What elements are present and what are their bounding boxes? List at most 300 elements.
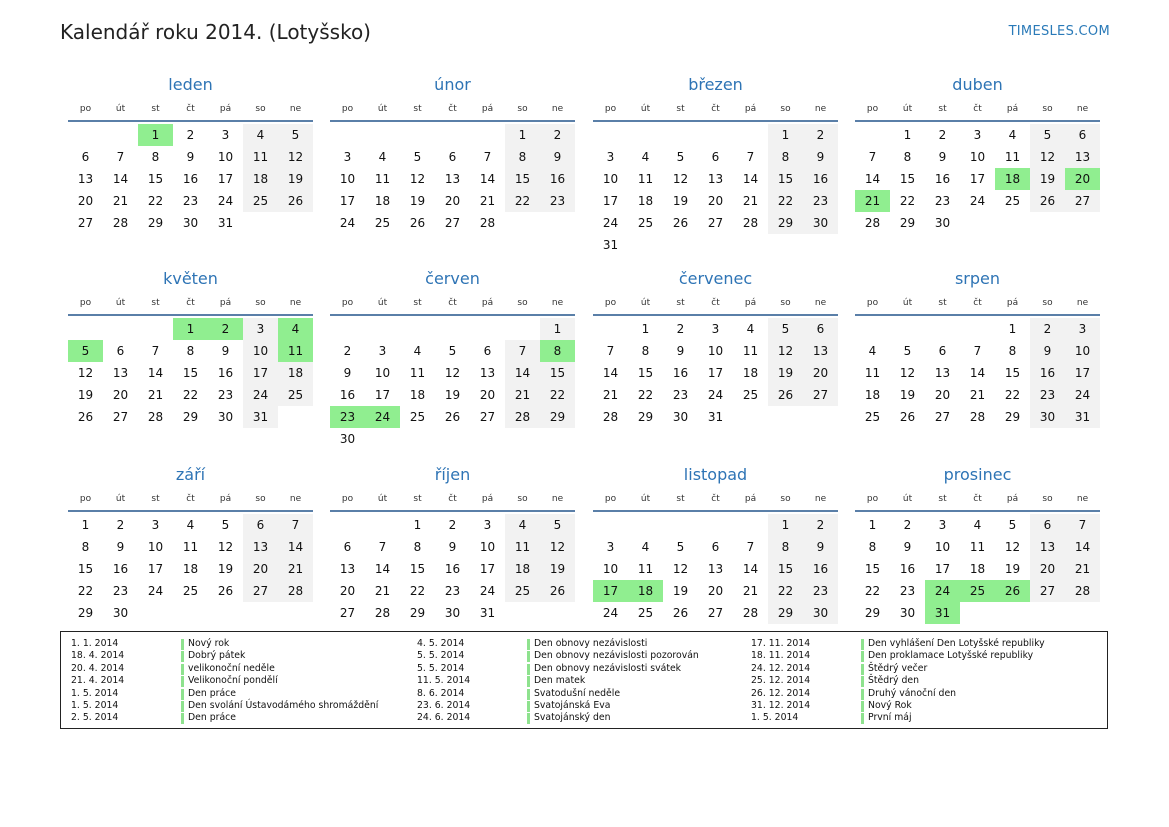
day-cell[interactable]: 31 xyxy=(479,606,496,620)
day-cell[interactable]: 26 xyxy=(444,410,461,424)
day-cell[interactable]: 7 xyxy=(868,150,877,164)
day-cell[interactable]: 26 xyxy=(409,216,426,230)
day-cell[interactable]: 26 xyxy=(1030,190,1065,212)
day-cell[interactable]: 15 xyxy=(768,558,803,580)
day-cell[interactable]: 8 xyxy=(903,150,912,164)
day-cell[interactable]: 24 xyxy=(969,194,986,208)
day-cell[interactable]: 19 xyxy=(217,562,234,576)
day-cell[interactable]: 7 xyxy=(151,344,160,358)
day-cell[interactable]: 6 xyxy=(711,150,720,164)
day-cell[interactable]: 29 xyxy=(637,410,654,424)
day-cell[interactable]: 3 xyxy=(711,322,720,336)
day-cell[interactable]: 17 xyxy=(707,366,724,380)
day-cell[interactable]: 20 xyxy=(339,584,356,598)
day-cell[interactable]: 13 xyxy=(803,340,838,362)
day-cell[interactable]: 25 xyxy=(742,388,759,402)
day-cell[interactable]: 20 xyxy=(112,388,129,402)
day-cell[interactable]: 2 xyxy=(343,344,352,358)
day-cell[interactable]: 9 xyxy=(116,540,125,554)
day-cell[interactable]: 17 xyxy=(969,172,986,186)
day-cell[interactable]: 9 xyxy=(186,150,195,164)
day-cell[interactable]: 25 xyxy=(637,606,654,620)
day-cell[interactable]: 21 xyxy=(742,584,759,598)
day-cell[interactable]: 14 xyxy=(112,172,129,186)
day-cell[interactable]: 29 xyxy=(1004,410,1021,424)
day-cell[interactable]: 1 xyxy=(138,124,173,146)
day-cell[interactable]: 20 xyxy=(1030,558,1065,580)
day-cell[interactable]: 3 xyxy=(221,128,230,142)
day-cell[interactable]: 24 xyxy=(243,384,278,406)
day-cell[interactable]: 18 xyxy=(278,362,313,384)
day-cell[interactable]: 21 xyxy=(742,194,759,208)
day-cell[interactable]: 4 xyxy=(413,344,422,358)
day-cell[interactable]: 8 xyxy=(540,340,575,362)
day-cell[interactable]: 30 xyxy=(1030,406,1065,428)
day-cell[interactable]: 29 xyxy=(768,212,803,234)
day-cell[interactable]: 26 xyxy=(217,584,234,598)
day-cell[interactable]: 13 xyxy=(479,366,496,380)
day-cell[interactable]: 4 xyxy=(243,124,278,146)
day-cell[interactable]: 28 xyxy=(147,410,164,424)
day-cell[interactable]: 10 xyxy=(217,150,234,164)
day-cell[interactable]: 17 xyxy=(339,194,356,208)
day-cell[interactable]: 14 xyxy=(278,536,313,558)
day-cell[interactable]: 17 xyxy=(602,194,619,208)
day-cell[interactable]: 22 xyxy=(77,584,94,598)
day-cell[interactable]: 16 xyxy=(1030,362,1065,384)
day-cell[interactable]: 20 xyxy=(479,388,496,402)
day-cell[interactable]: 13 xyxy=(243,536,278,558)
day-cell[interactable]: 12 xyxy=(540,536,575,558)
day-cell[interactable]: 19 xyxy=(1030,168,1065,190)
day-cell[interactable]: 1 xyxy=(1008,322,1017,336)
day-cell[interactable]: 5 xyxy=(768,318,803,340)
day-cell[interactable]: 10 xyxy=(243,340,278,362)
day-cell[interactable]: 9 xyxy=(938,150,947,164)
day-cell[interactable]: 16 xyxy=(444,562,461,576)
day-cell[interactable]: 3 xyxy=(973,128,982,142)
day-cell[interactable]: 16 xyxy=(540,168,575,190)
day-cell[interactable]: 10 xyxy=(934,540,951,554)
day-cell[interactable]: 19 xyxy=(672,584,689,598)
brand-link[interactable]: TIMESLES.COM xyxy=(1008,24,1110,39)
day-cell[interactable]: 12 xyxy=(1004,540,1021,554)
day-cell[interactable]: 19 xyxy=(444,388,461,402)
day-cell[interactable]: 21 xyxy=(479,194,496,208)
day-cell[interactable]: 6 xyxy=(803,318,838,340)
day-cell[interactable]: 26 xyxy=(540,580,575,602)
day-cell[interactable]: 10 xyxy=(479,540,496,554)
day-cell[interactable]: 22 xyxy=(899,194,916,208)
day-cell[interactable]: 8 xyxy=(868,540,877,554)
day-cell[interactable]: 6 xyxy=(938,344,947,358)
day-cell[interactable]: 24 xyxy=(707,388,724,402)
day-cell[interactable]: 3 xyxy=(938,518,947,532)
day-cell[interactable]: 23 xyxy=(540,190,575,212)
day-cell[interactable]: 15 xyxy=(505,168,540,190)
day-cell[interactable]: 18 xyxy=(409,388,426,402)
day-cell[interactable]: 29 xyxy=(864,606,881,620)
day-cell[interactable]: 28 xyxy=(969,410,986,424)
day-cell[interactable]: 23 xyxy=(672,388,689,402)
day-cell[interactable]: 21 xyxy=(112,194,129,208)
day-cell[interactable]: 28 xyxy=(602,410,619,424)
day-cell[interactable]: 8 xyxy=(768,536,803,558)
day-cell[interactable]: 5 xyxy=(676,150,685,164)
day-cell[interactable]: 24 xyxy=(339,216,356,230)
day-cell[interactable]: 28 xyxy=(864,216,881,230)
day-cell[interactable]: 28 xyxy=(112,216,129,230)
day-cell[interactable]: 22 xyxy=(505,190,540,212)
day-cell[interactable]: 9 xyxy=(903,540,912,554)
day-cell[interactable]: 23 xyxy=(899,584,916,598)
day-cell[interactable]: 25 xyxy=(960,580,995,602)
day-cell[interactable]: 18 xyxy=(742,366,759,380)
day-cell[interactable]: 9 xyxy=(803,536,838,558)
day-cell[interactable]: 17 xyxy=(374,388,391,402)
day-cell[interactable]: 24 xyxy=(365,406,400,428)
day-cell[interactable]: 8 xyxy=(768,146,803,168)
day-cell[interactable]: 29 xyxy=(540,406,575,428)
day-cell[interactable]: 20 xyxy=(243,558,278,580)
day-cell[interactable]: 30 xyxy=(444,606,461,620)
day-cell[interactable]: 31 xyxy=(925,602,960,624)
day-cell[interactable]: 3 xyxy=(483,518,492,532)
day-cell[interactable]: 7 xyxy=(378,540,387,554)
day-cell[interactable]: 15 xyxy=(637,366,654,380)
day-cell[interactable]: 20 xyxy=(803,362,838,384)
day-cell[interactable]: 3 xyxy=(343,150,352,164)
day-cell[interactable]: 22 xyxy=(768,580,803,602)
day-cell[interactable]: 24 xyxy=(217,194,234,208)
day-cell[interactable]: 13 xyxy=(112,366,129,380)
day-cell[interactable]: 12 xyxy=(217,540,234,554)
day-cell[interactable]: 28 xyxy=(742,216,759,230)
day-cell[interactable]: 22 xyxy=(409,584,426,598)
day-cell[interactable]: 28 xyxy=(479,216,496,230)
day-cell[interactable]: 21 xyxy=(1065,558,1100,580)
day-cell[interactable]: 27 xyxy=(1030,580,1065,602)
day-cell[interactable]: 3 xyxy=(606,150,615,164)
day-cell[interactable]: 10 xyxy=(147,540,164,554)
day-cell[interactable]: 16 xyxy=(899,562,916,576)
day-cell[interactable]: 16 xyxy=(934,172,951,186)
day-cell[interactable]: 30 xyxy=(672,410,689,424)
day-cell[interactable]: 11 xyxy=(969,540,986,554)
day-cell[interactable]: 8 xyxy=(151,150,160,164)
day-cell[interactable]: 1 xyxy=(768,124,803,146)
day-cell[interactable]: 14 xyxy=(864,172,881,186)
day-cell[interactable]: 18 xyxy=(864,388,881,402)
day-cell[interactable]: 21 xyxy=(278,558,313,580)
day-cell[interactable]: 2 xyxy=(186,128,195,142)
day-cell[interactable]: 25 xyxy=(864,410,881,424)
day-cell[interactable]: 14 xyxy=(505,362,540,384)
day-cell[interactable]: 23 xyxy=(803,580,838,602)
day-cell[interactable]: 18 xyxy=(637,194,654,208)
day-cell[interactable]: 23 xyxy=(182,194,199,208)
day-cell[interactable]: 30 xyxy=(182,216,199,230)
day-cell[interactable]: 15 xyxy=(864,562,881,576)
day-cell[interactable]: 12 xyxy=(1030,146,1065,168)
day-cell[interactable]: 2 xyxy=(448,518,457,532)
day-cell[interactable]: 23 xyxy=(803,190,838,212)
day-cell[interactable]: 8 xyxy=(413,540,422,554)
day-cell[interactable]: 25 xyxy=(1004,194,1021,208)
day-cell[interactable]: 29 xyxy=(768,602,803,624)
day-cell[interactable]: 10 xyxy=(374,366,391,380)
day-cell[interactable]: 22 xyxy=(540,384,575,406)
day-cell[interactable]: 9 xyxy=(803,146,838,168)
day-cell[interactable]: 8 xyxy=(81,540,90,554)
day-cell[interactable]: 11 xyxy=(505,536,540,558)
day-cell[interactable]: 23 xyxy=(1030,384,1065,406)
day-cell[interactable]: 26 xyxy=(672,606,689,620)
day-cell[interactable]: 7 xyxy=(973,344,982,358)
day-cell[interactable]: 15 xyxy=(540,362,575,384)
day-cell[interactable]: 4 xyxy=(378,150,387,164)
day-cell[interactable]: 13 xyxy=(934,366,951,380)
day-cell[interactable]: 12 xyxy=(444,366,461,380)
day-cell[interactable]: 10 xyxy=(1065,340,1100,362)
day-cell[interactable]: 7 xyxy=(746,540,755,554)
day-cell[interactable]: 8 xyxy=(186,344,195,358)
day-cell[interactable]: 26 xyxy=(77,410,94,424)
day-cell[interactable]: 9 xyxy=(221,344,230,358)
day-cell[interactable]: 4 xyxy=(278,318,313,340)
day-cell[interactable]: 12 xyxy=(77,366,94,380)
day-cell[interactable]: 25 xyxy=(182,584,199,598)
day-cell[interactable]: 11 xyxy=(409,366,426,380)
day-cell[interactable]: 22 xyxy=(768,190,803,212)
day-cell[interactable]: 7 xyxy=(116,150,125,164)
day-cell[interactable]: 5 xyxy=(221,518,230,532)
day-cell[interactable]: 15 xyxy=(77,562,94,576)
day-cell[interactable]: 26 xyxy=(768,384,803,406)
day-cell[interactable]: 20 xyxy=(707,584,724,598)
day-cell[interactable]: 10 xyxy=(707,344,724,358)
day-cell[interactable]: 10 xyxy=(969,150,986,164)
day-cell[interactable]: 29 xyxy=(409,606,426,620)
day-cell[interactable]: 9 xyxy=(343,366,352,380)
day-cell[interactable]: 20 xyxy=(1065,168,1100,190)
day-cell[interactable]: 24 xyxy=(479,584,496,598)
day-cell[interactable]: 7 xyxy=(505,340,540,362)
day-cell[interactable]: 31 xyxy=(602,238,619,252)
day-cell[interactable]: 31 xyxy=(217,216,234,230)
day-cell[interactable]: 27 xyxy=(339,606,356,620)
day-cell[interactable]: 25 xyxy=(278,384,313,406)
day-cell[interactable]: 19 xyxy=(672,194,689,208)
day-cell[interactable]: 20 xyxy=(77,194,94,208)
day-cell[interactable]: 12 xyxy=(768,340,803,362)
day-cell[interactable]: 10 xyxy=(602,172,619,186)
day-cell[interactable]: 22 xyxy=(1004,388,1021,402)
day-cell[interactable]: 18 xyxy=(182,562,199,576)
day-cell[interactable]: 6 xyxy=(343,540,352,554)
day-cell[interactable]: 9 xyxy=(1030,340,1065,362)
day-cell[interactable]: 23 xyxy=(112,584,129,598)
day-cell[interactable]: 5 xyxy=(278,124,313,146)
day-cell[interactable]: 30 xyxy=(339,432,356,446)
day-cell[interactable]: 9 xyxy=(676,344,685,358)
day-cell[interactable]: 15 xyxy=(409,562,426,576)
day-cell[interactable]: 14 xyxy=(479,172,496,186)
day-cell[interactable]: 1 xyxy=(903,128,912,142)
day-cell[interactable]: 11 xyxy=(1004,150,1021,164)
day-cell[interactable]: 5 xyxy=(1030,124,1065,146)
day-cell[interactable]: 13 xyxy=(707,172,724,186)
day-cell[interactable]: 2 xyxy=(803,124,838,146)
day-cell[interactable]: 2 xyxy=(540,124,575,146)
day-cell[interactable]: 4 xyxy=(973,518,982,532)
day-cell[interactable]: 5 xyxy=(68,340,103,362)
day-cell[interactable]: 30 xyxy=(899,606,916,620)
day-cell[interactable]: 23 xyxy=(330,406,365,428)
day-cell[interactable]: 1 xyxy=(505,124,540,146)
day-cell[interactable]: 14 xyxy=(602,366,619,380)
day-cell[interactable]: 2 xyxy=(903,518,912,532)
day-cell[interactable]: 3 xyxy=(243,318,278,340)
day-cell[interactable]: 3 xyxy=(606,540,615,554)
day-cell[interactable]: 1 xyxy=(81,518,90,532)
day-cell[interactable]: 7 xyxy=(746,150,755,164)
day-cell[interactable]: 11 xyxy=(864,366,881,380)
day-cell[interactable]: 27 xyxy=(707,606,724,620)
day-cell[interactable]: 6 xyxy=(81,150,90,164)
day-cell[interactable]: 21 xyxy=(855,190,890,212)
day-cell[interactable]: 1 xyxy=(768,514,803,536)
day-cell[interactable]: 3 xyxy=(151,518,160,532)
day-cell[interactable]: 6 xyxy=(116,344,125,358)
day-cell[interactable]: 16 xyxy=(112,562,129,576)
day-cell[interactable]: 16 xyxy=(182,172,199,186)
day-cell[interactable]: 29 xyxy=(182,410,199,424)
day-cell[interactable]: 4 xyxy=(505,514,540,536)
day-cell[interactable]: 6 xyxy=(448,150,457,164)
day-cell[interactable]: 19 xyxy=(278,168,313,190)
day-cell[interactable]: 21 xyxy=(505,384,540,406)
day-cell[interactable]: 31 xyxy=(1065,406,1100,428)
day-cell[interactable]: 14 xyxy=(1065,536,1100,558)
day-cell[interactable]: 20 xyxy=(444,194,461,208)
day-cell[interactable]: 21 xyxy=(374,584,391,598)
day-cell[interactable]: 18 xyxy=(628,580,663,602)
day-cell[interactable]: 30 xyxy=(803,212,838,234)
day-cell[interactable]: 28 xyxy=(278,580,313,602)
day-cell[interactable]: 8 xyxy=(1008,344,1017,358)
day-cell[interactable]: 12 xyxy=(672,172,689,186)
day-cell[interactable]: 6 xyxy=(243,514,278,536)
day-cell[interactable]: 5 xyxy=(1008,518,1017,532)
day-cell[interactable]: 17 xyxy=(147,562,164,576)
day-cell[interactable]: 15 xyxy=(899,172,916,186)
day-cell[interactable]: 13 xyxy=(444,172,461,186)
day-cell[interactable]: 13 xyxy=(707,562,724,576)
day-cell[interactable]: 2 xyxy=(676,322,685,336)
day-cell[interactable]: 19 xyxy=(409,194,426,208)
day-cell[interactable]: 31 xyxy=(707,410,724,424)
day-cell[interactable]: 11 xyxy=(374,172,391,186)
day-cell[interactable]: 14 xyxy=(969,366,986,380)
day-cell[interactable]: 3 xyxy=(1065,318,1100,340)
day-cell[interactable]: 24 xyxy=(1065,384,1100,406)
day-cell[interactable]: 27 xyxy=(479,410,496,424)
day-cell[interactable]: 12 xyxy=(899,366,916,380)
day-cell[interactable]: 2 xyxy=(1030,318,1065,340)
day-cell[interactable]: 1 xyxy=(641,322,650,336)
day-cell[interactable]: 18 xyxy=(505,558,540,580)
day-cell[interactable]: 18 xyxy=(995,168,1030,190)
day-cell[interactable]: 26 xyxy=(672,216,689,230)
day-cell[interactable]: 20 xyxy=(934,388,951,402)
day-cell[interactable]: 7 xyxy=(1065,514,1100,536)
day-cell[interactable]: 4 xyxy=(186,518,195,532)
day-cell[interactable]: 25 xyxy=(374,216,391,230)
day-cell[interactable]: 27 xyxy=(934,410,951,424)
day-cell[interactable]: 18 xyxy=(969,562,986,576)
day-cell[interactable]: 13 xyxy=(1065,146,1100,168)
day-cell[interactable]: 7 xyxy=(278,514,313,536)
day-cell[interactable]: 11 xyxy=(742,344,759,358)
day-cell[interactable]: 31 xyxy=(243,406,278,428)
day-cell[interactable]: 17 xyxy=(593,580,628,602)
day-cell[interactable]: 30 xyxy=(934,216,951,230)
day-cell[interactable]: 30 xyxy=(217,410,234,424)
day-cell[interactable]: 23 xyxy=(444,584,461,598)
day-cell[interactable]: 14 xyxy=(374,562,391,576)
day-cell[interactable]: 11 xyxy=(637,172,654,186)
day-cell[interactable]: 28 xyxy=(374,606,391,620)
day-cell[interactable]: 24 xyxy=(602,216,619,230)
day-cell[interactable]: 25 xyxy=(409,410,426,424)
day-cell[interactable]: 2 xyxy=(938,128,947,142)
day-cell[interactable]: 17 xyxy=(934,562,951,576)
day-cell[interactable]: 4 xyxy=(1008,128,1017,142)
day-cell[interactable]: 28 xyxy=(1065,580,1100,602)
day-cell[interactable]: 12 xyxy=(278,146,313,168)
day-cell[interactable]: 22 xyxy=(864,584,881,598)
day-cell[interactable]: 29 xyxy=(147,216,164,230)
day-cell[interactable]: 11 xyxy=(278,340,313,362)
day-cell[interactable]: 22 xyxy=(637,388,654,402)
day-cell[interactable]: 9 xyxy=(540,146,575,168)
day-cell[interactable]: 6 xyxy=(711,540,720,554)
day-cell[interactable]: 23 xyxy=(217,388,234,402)
day-cell[interactable]: 13 xyxy=(77,172,94,186)
day-cell[interactable]: 10 xyxy=(602,562,619,576)
day-cell[interactable]: 1 xyxy=(540,318,575,340)
day-cell[interactable]: 12 xyxy=(672,562,689,576)
day-cell[interactable]: 15 xyxy=(182,366,199,380)
day-cell[interactable]: 28 xyxy=(742,606,759,620)
day-cell[interactable]: 14 xyxy=(742,172,759,186)
day-cell[interactable]: 2 xyxy=(803,514,838,536)
day-cell[interactable]: 6 xyxy=(1065,124,1100,146)
day-cell[interactable]: 16 xyxy=(672,366,689,380)
day-cell[interactable]: 26 xyxy=(995,580,1030,602)
day-cell[interactable]: 25 xyxy=(243,190,278,212)
day-cell[interactable]: 16 xyxy=(803,558,838,580)
day-cell[interactable]: 3 xyxy=(378,344,387,358)
day-cell[interactable]: 29 xyxy=(899,216,916,230)
day-cell[interactable]: 19 xyxy=(899,388,916,402)
day-cell[interactable]: 29 xyxy=(77,606,94,620)
day-cell[interactable]: 11 xyxy=(182,540,199,554)
day-cell[interactable]: 24 xyxy=(602,606,619,620)
day-cell[interactable]: 9 xyxy=(448,540,457,554)
day-cell[interactable]: 12 xyxy=(409,172,426,186)
